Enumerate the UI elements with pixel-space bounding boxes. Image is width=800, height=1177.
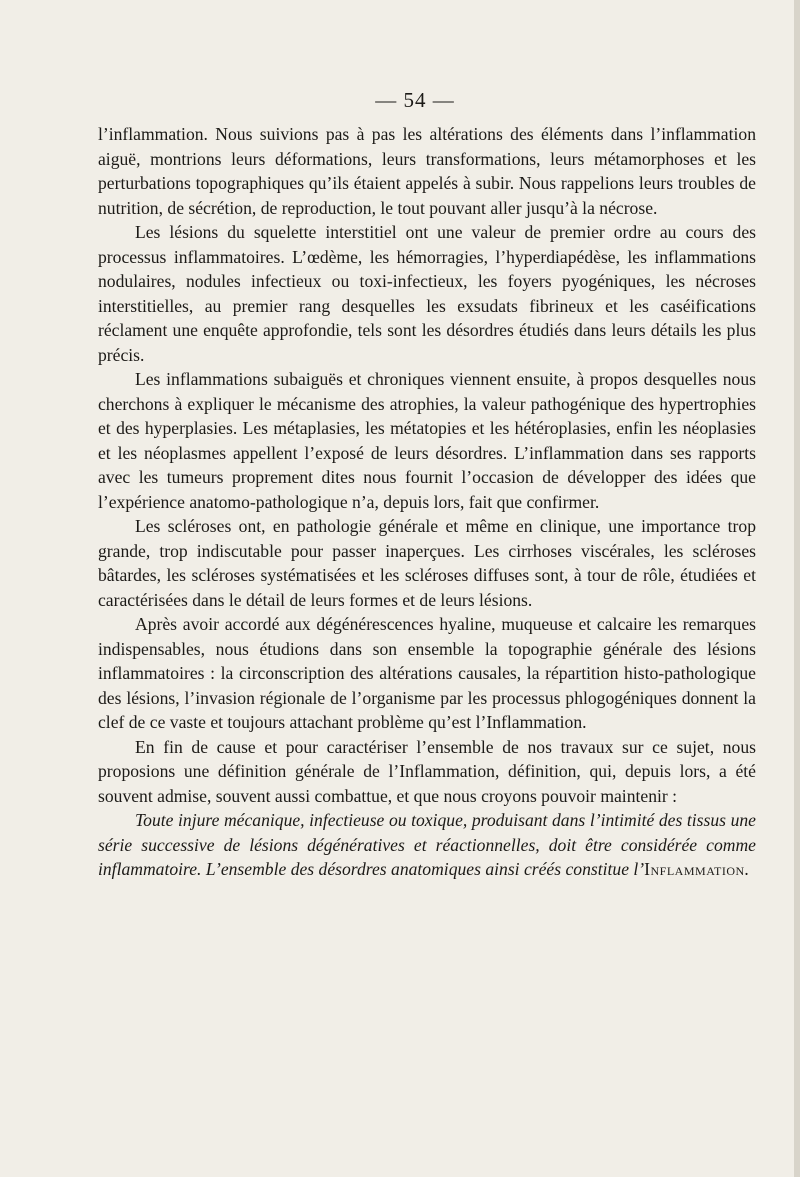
page-number: — 54 — <box>375 88 455 112</box>
paragraph-definition-intro: En fin de cause et pour caractériser l’ensemble de nos travaux sur ce sujet, nous proposions une définition générale de l’Inflammation, définition, qui, depuis lors, a été souvent admise, souvent aussi combattue, et que nous croyons pouvoir maintenir : <box>98 736 756 806</box>
paragraph-scleroses: Les scléroses ont, en pathologie générale et même en clinique, une importance trop grande, trop indiscutable pour passer inaperçues. Les cirrhoses viscérales, les scléroses bâtardes, les scléroses systématisées et les scléroses diffuses sont, à tour de rôle, étudiées et caractérisées dans le détail de leurs formes et de leurs lésions. <box>98 516 756 610</box>
paragraph-chronic-inflammations: Les inflammations subaiguës et chroniques viennent ensuite, à propos desquelles nous cherchons à expliquer le mécanisme des atrophies, la valeur pathogénique des hypertrophies et des hyperplasies. Les métaplasies, les métatopies et les hétéroplasies, enfin les néoplasies et les néoplasmes appellent l’exposé de leurs désordres. L’inflammation dans ses rapports avec les tumeurs proprement dites nous fournit l’occasion de développer des idées que l’expérience anatomo-pathologique n’a, depuis lors, fait que confirmer. <box>98 369 756 512</box>
definition-paragraph <box>98 808 756 882</box>
paragraph-topography: Après avoir accordé aux dégénérescences hyaline, muqueuse et calcaire les remarques indispensables, nous étudions dans son ensemble la topographie générale des lésions inflammatoires : la circonscription des altérations causales, la répartition histo-pathologique des lésions, l’invasion régionale de l’organisme par les processus phlogogéniques donnent la clef de ce vaste et toujours attachant problème qu’est l’Inflammation. <box>98 614 756 732</box>
definition-term: Inflammation <box>644 859 745 879</box>
definition-text: Toute injure mécanique, infectieuse ou toxique, produisant dans l’intimité des tissus une série successive de lésions dégénératives et réactionnelles, doit être considérée comme inflammatoire. L’ensemble des désordres anatomiques ainsi créés constitue l’ <box>98 810 756 879</box>
paragraph-interstitial-lesions: Les lésions du squelette interstitiel ont une valeur de premier ordre au cours des processus inflammatoires. L’œdème, les hémorragies, l’hyperdiapédèse, les inflammations nodulaires, nodules infectieux ou toxi-infectieux, les foyers pyogéniques, les nécroses interstitielles, au premier rang desquelles les exsudats fibrineux et les caséifications réclament une enquête approfondie, tels sont les désordres étudiés dans leurs détails les plus précis. <box>98 222 756 365</box>
page-edge-shadow <box>794 0 800 1177</box>
paragraph-continuation: l’inflammation. Nous suivions pas à pas les altérations des éléments dans l’inflammation aiguë, montrions leurs déformations, leurs transformations, leurs métamorphoses et les perturbations topographiques qu’ils étaient appelés à subir. Nous rappelions leurs troubles de nutrition, de sécrétion, de reproduction, le tout pouvant aller jusqu’à la nécrose. <box>98 124 756 218</box>
definition-end: . <box>744 859 750 879</box>
body-text <box>98 122 756 882</box>
